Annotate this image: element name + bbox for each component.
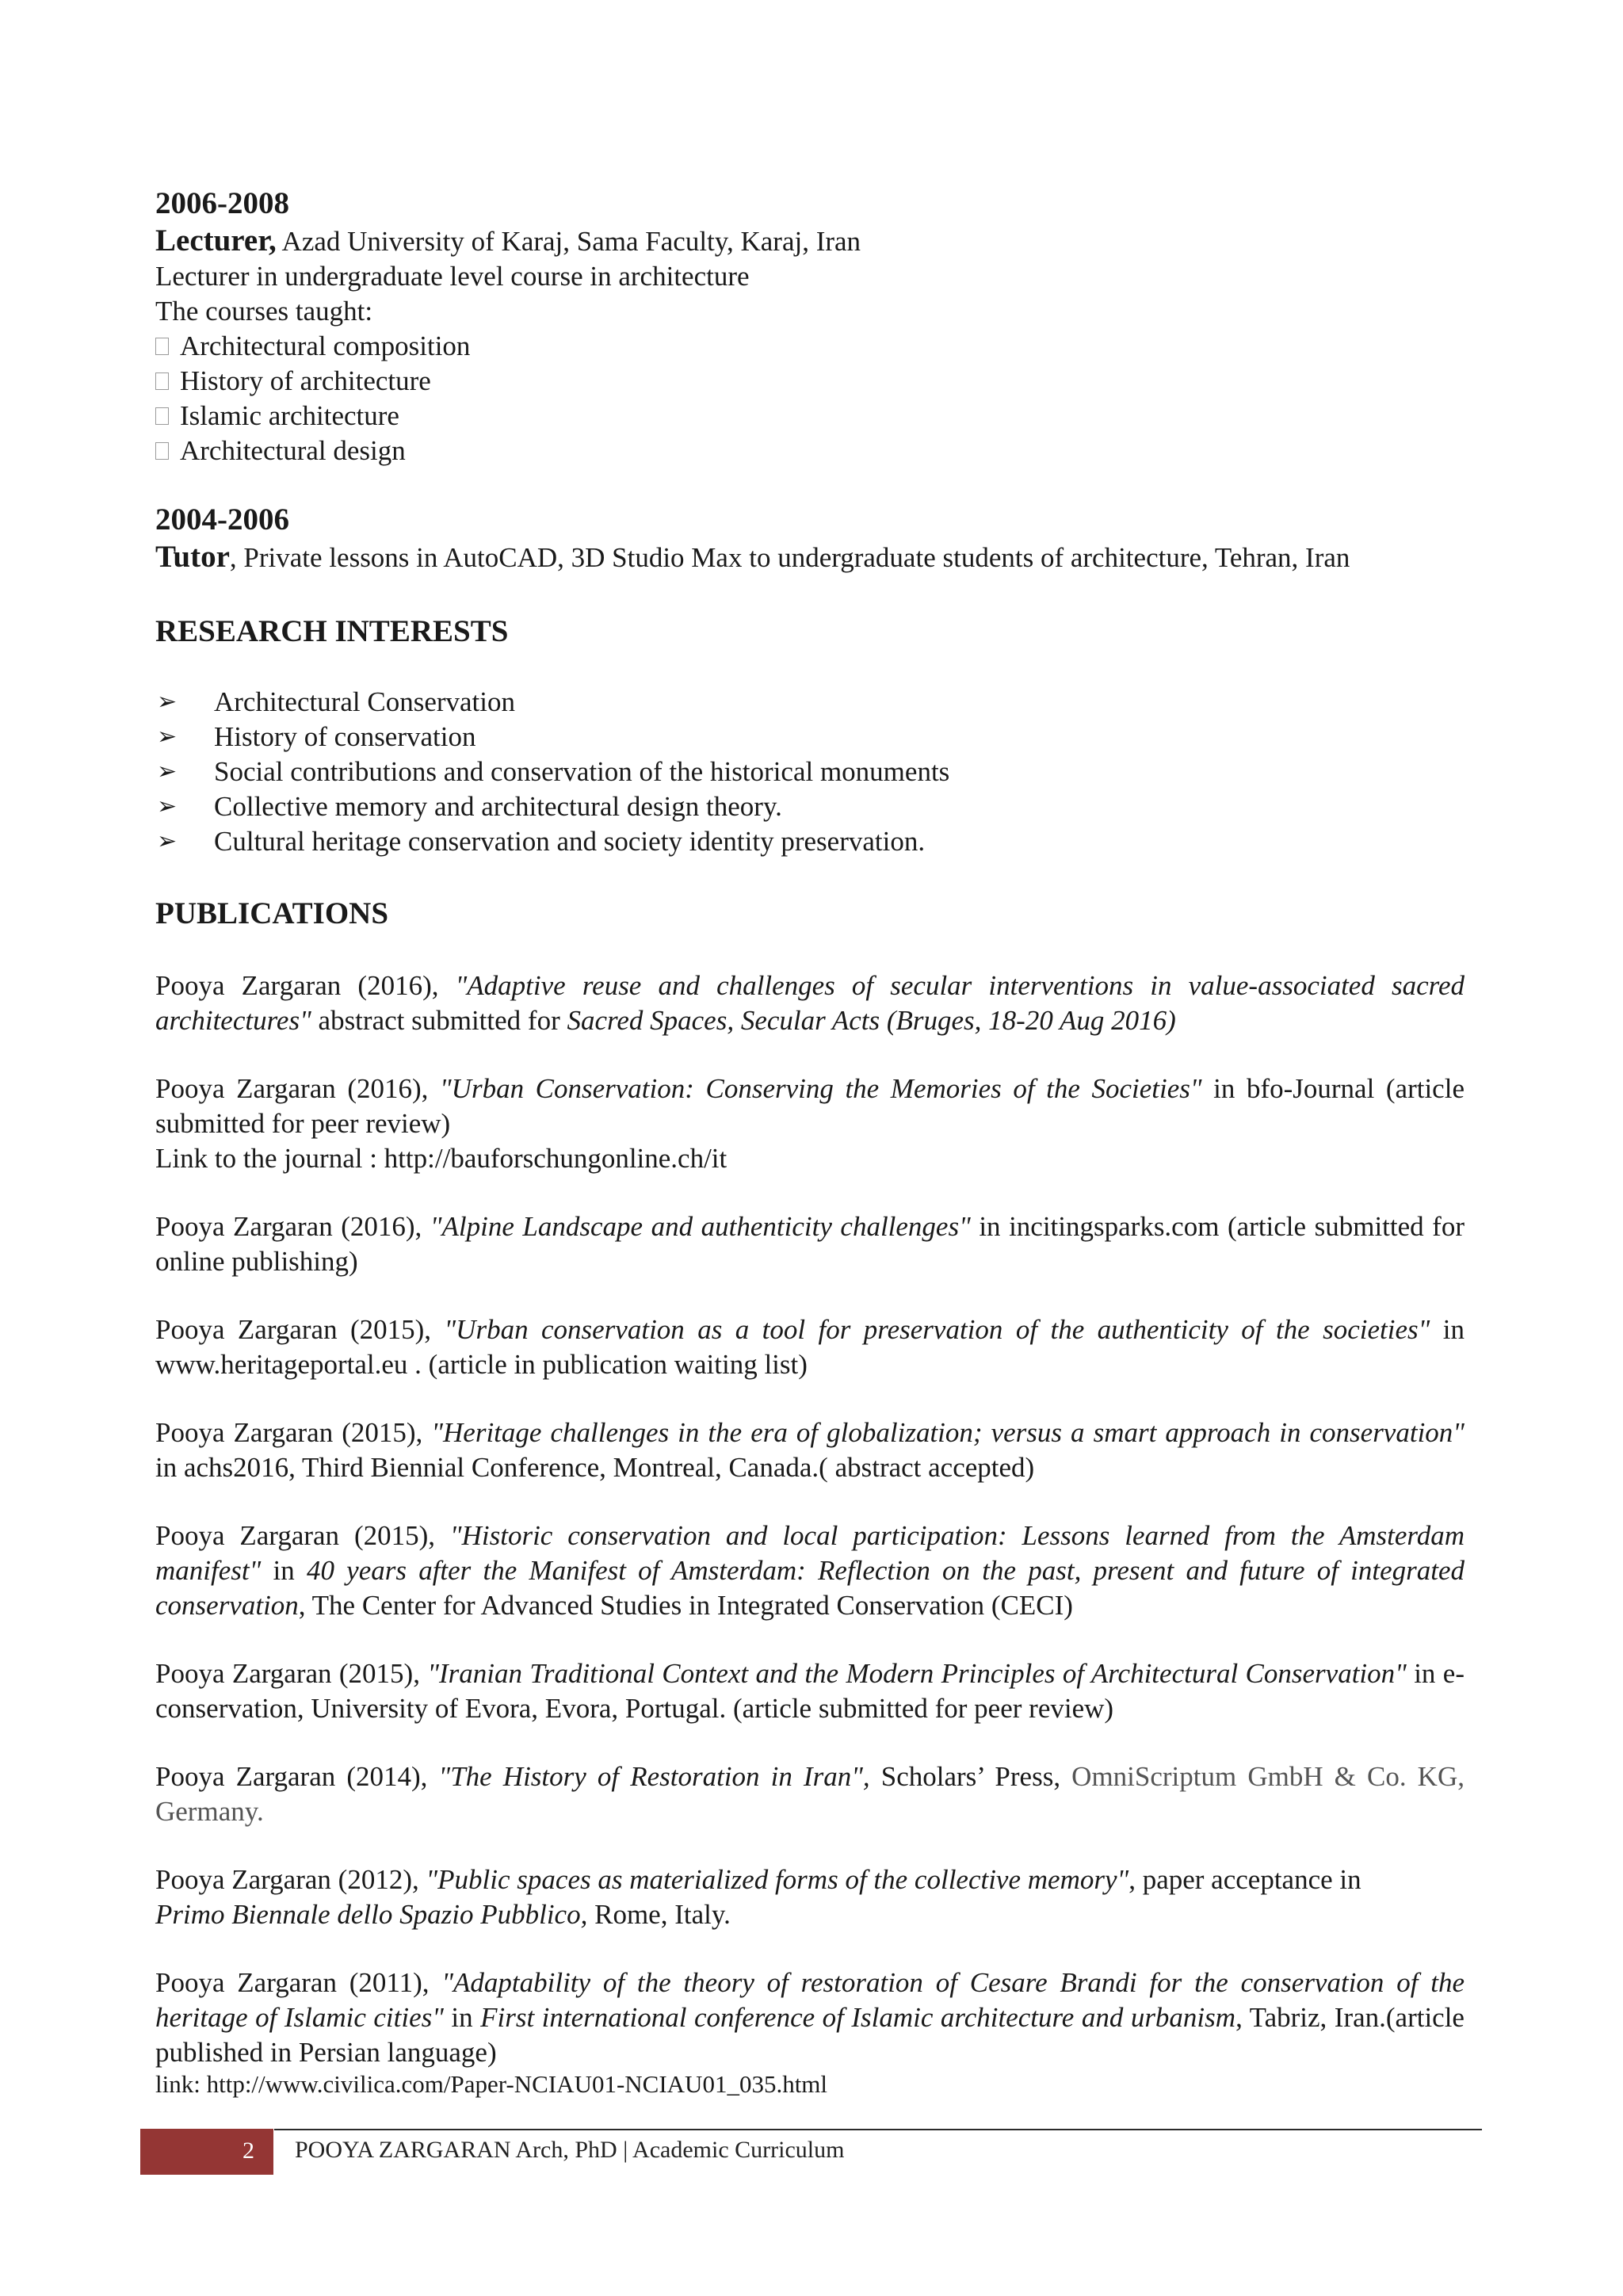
pub-event: 40 years after the Manifest of Amsterdam: Reflection on the past, present and future of integrated conservation: [155, 1555, 1465, 1621]
entry-title-line: [155, 540, 1465, 575]
pub-author-year: Pooya Zargaran (2014),: [155, 1761, 439, 1792]
list-item: [155, 399, 1465, 434]
publication-entry: [155, 1312, 1465, 1382]
pub-venue: in achs2016, Third Biennial Conference, Montreal, Canada.( abstract accepted): [155, 1452, 1035, 1483]
pub-venue: abstract submitted for: [311, 1005, 567, 1036]
pub-venue: , The Center for Advanced Studies in Integrated Conservation (CECI): [298, 1590, 1073, 1621]
arrow-bullet-icon: ➢: [157, 688, 178, 716]
pub-connector: , paper acceptance in: [1128, 1864, 1361, 1895]
research-item: History of conservation: [214, 721, 476, 752]
pub-event: Primo Biennale dello Spazio Pubblico,: [155, 1899, 588, 1930]
pub-title: "Public spaces as materialized forms of the collective memory": [426, 1864, 1129, 1895]
pub-title: "Urban conservation as a tool for preservation of the authenticity of the societies": [444, 1314, 1430, 1345]
publication-entry: [155, 1862, 1465, 1932]
publication-entry: [155, 1656, 1465, 1726]
list-item: [155, 789, 1465, 824]
pub-publisher: OmniScriptum GmbH & Co. KG, Germany.: [155, 1761, 1465, 1827]
footer-text: POOYA ZARGARAN Arch, PhD | Academic Curriculum: [295, 2137, 845, 2163]
pub-author-year: Pooya Zargaran (2015),: [155, 1520, 450, 1551]
list-item: [155, 720, 1465, 755]
arrow-bullet-icon: ➢: [157, 827, 178, 855]
entry-courses-label: The courses taught:: [155, 296, 373, 327]
publication-entry: [155, 1415, 1465, 1485]
publication-entry: [155, 1209, 1465, 1279]
pub-author-year: Pooya Zargaran (2016),: [155, 1211, 430, 1242]
course-label: Architectural design: [180, 435, 406, 466]
cv-page: [155, 184, 1465, 2099]
pub-venue: in www.heritageportal.eu . (article in publication waiting list): [155, 1314, 1465, 1380]
list-item: [155, 755, 1465, 789]
pub-link[interactable]: link: http://www.civilica.com/Paper-NCIAU01-NCIAU01_035.html: [155, 2070, 828, 2098]
entry-title-line: [155, 223, 1465, 259]
entry-years: 2006-2008: [155, 186, 289, 220]
checkbox-glyph-icon: [155, 338, 169, 355]
footer-rule: [274, 2129, 1482, 2130]
research-item: Collective memory and architectural design theory.: [214, 791, 782, 822]
pub-venue: in incitingsparks.com (article submitted for online publishing): [155, 1211, 1465, 1277]
pub-author-year: Pooya Zargaran (2016),: [155, 970, 456, 1001]
research-item: Social contributions and conservation of the historical monuments: [214, 756, 950, 787]
entry-years: 2004-2006: [155, 502, 289, 537]
arrow-bullet-icon: ➢: [157, 793, 178, 820]
pub-author-year: Pooya Zargaran (2011),: [155, 1967, 442, 1998]
course-label: Islamic architecture: [180, 400, 399, 431]
pub-venue: in bfo-Journal (article submitted for peer review): [155, 1073, 1465, 1139]
list-item: [155, 685, 1465, 720]
pub-venue: in e-conservation, University of Evora, Evora, Portugal. (article submitted for peer review): [155, 1658, 1465, 1724]
publication-entry: [155, 1759, 1465, 1829]
arrow-bullet-icon: ➢: [157, 758, 178, 785]
pub-title: "Adaptive reuse and challenges of secular interventions in value-associated sacred architectures": [155, 970, 1465, 1036]
pub-author-year: Pooya Zargaran (2015),: [155, 1314, 445, 1345]
list-item: [155, 329, 1465, 364]
entry-place: , Private lessons in AutoCAD, 3D Studio Max to undergraduate students of architecture, Tehran, Iran: [229, 542, 1350, 573]
entry-role: Tutor: [155, 540, 230, 574]
arrow-bullet-icon: ➢: [157, 723, 178, 751]
pub-author-year: Pooya Zargaran (2015),: [155, 1417, 432, 1448]
pub-title: "The History of Restoration in Iran",: [438, 1761, 870, 1792]
pub-event: Sacred Spaces, Secular Acts (Bruges, 18-20 Aug 2016): [567, 1005, 1176, 1036]
pub-connector: in: [261, 1555, 307, 1586]
pub-venue: Scholars’ Press,: [869, 1761, 1072, 1792]
pub-event: First international conference of Islamic architecture and urbanism: [480, 2002, 1236, 2033]
entry-role: Lecturer,: [155, 223, 277, 258]
checkbox-glyph-icon: [155, 372, 169, 390]
course-label: Architectural composition: [180, 330, 471, 361]
list-item: [155, 364, 1465, 399]
list-item: [155, 434, 1465, 468]
pub-author-year: Pooya Zargaran (2015),: [155, 1658, 428, 1689]
publications-heading: PUBLICATIONS: [155, 896, 389, 930]
pub-author-year: Pooya Zargaran (2012),: [155, 1864, 426, 1895]
course-label: History of architecture: [180, 365, 431, 396]
pub-venue: , Tabriz, Iran.(article published in Persian language): [155, 2002, 1465, 2068]
publication-entry: [155, 968, 1465, 1038]
research-item: Architectural Conservation: [214, 686, 516, 717]
research-heading: RESEARCH INTERESTS: [155, 614, 509, 648]
pub-venue: Rome, Italy.: [587, 1899, 731, 1930]
checkbox-glyph-icon: [155, 442, 169, 460]
pub-title: "Adaptability of the theory of restoration of Cesare Brandi for the conservation of the heritage of Islamic cities": [155, 1967, 1465, 2033]
pub-title: "Heritage challenges in the era of globalization; versus a smart approach in conservation": [431, 1417, 1465, 1448]
research-item: Cultural heritage conservation and society identity preservation.: [214, 826, 926, 857]
pub-title: "Iranian Traditional Context and the Modern Principles of Architectural Conservation": [427, 1658, 1407, 1689]
pub-link[interactable]: Link to the journal : http://bauforschungonline.ch/it: [155, 1143, 727, 1174]
pub-connector: in: [443, 2002, 481, 2033]
publication-entry: [155, 1072, 1465, 1176]
entry-place: Azad University of Karaj, Sama Faculty, Karaj, Iran: [276, 226, 861, 257]
page-number-badge: 2: [140, 2129, 273, 2175]
publication-entry: [155, 1966, 1465, 2070]
teaching-entry: [155, 184, 1465, 468]
courses-list: [155, 329, 1465, 468]
pub-title: "Historic conservation and local participation: Lessons learned from the Amsterdam manifest": [155, 1520, 1465, 1586]
checkbox-glyph-icon: [155, 407, 169, 425]
teaching-entry: [155, 500, 1465, 575]
entry-description: Lecturer in undergraduate level course in architecture: [155, 261, 750, 292]
pub-title: "Alpine Landscape and authenticity challenges": [430, 1211, 971, 1242]
research-list: [155, 685, 1465, 859]
publication-entry: [155, 1519, 1465, 1623]
pub-title: "Urban Conservation: Conserving the Memories of the Societies": [439, 1073, 1202, 1104]
list-item: [155, 824, 1465, 859]
pub-author-year: Pooya Zargaran (2016),: [155, 1073, 440, 1104]
